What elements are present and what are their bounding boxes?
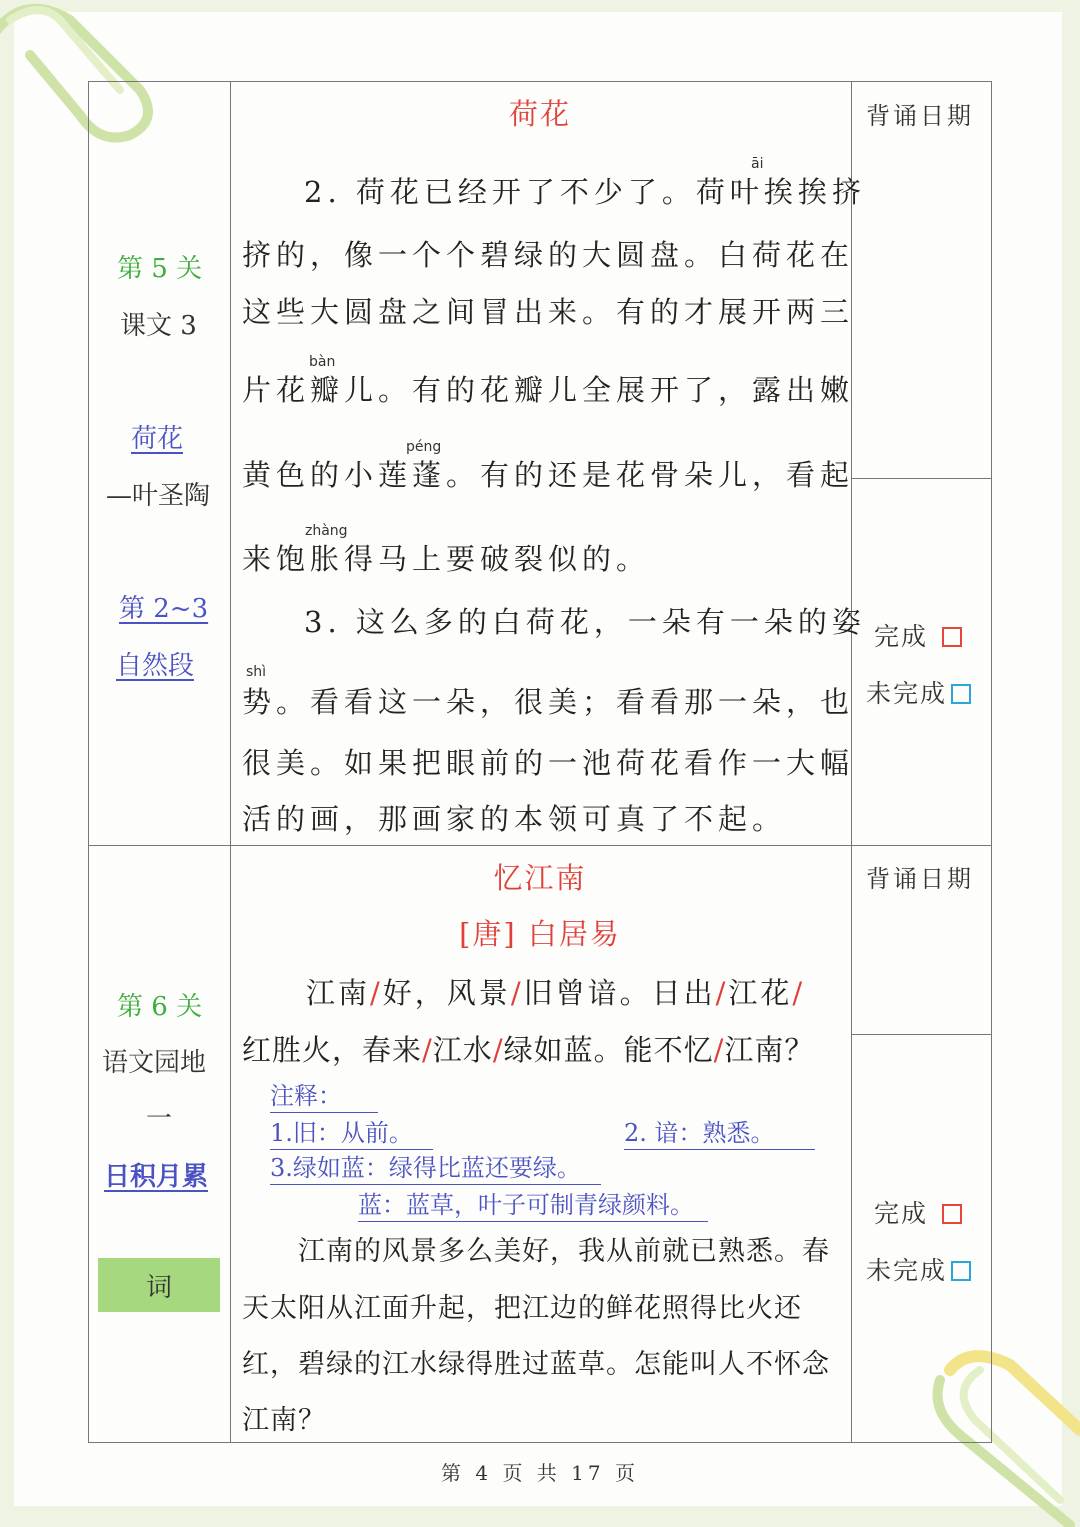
daily-accumulation-link[interactable]: 日积月累 [104,1162,209,1192]
lesson-number: 第 6 关 [117,992,203,1022]
note-1: 1.旧：从前。 [270,1113,433,1150]
text-title-link[interactable]: 荷花 [131,424,184,454]
recite-date-label: 背诵日期 [866,102,974,130]
pinyin-annotation: shì [246,664,267,680]
text-line: 这些大圆盘之间冒出来。有的才展开两三 [242,295,855,329]
notes-heading: 注释： [270,1076,378,1113]
text-title: 荷花 [508,97,571,131]
translation-line: 江南的风景多么美好，我从前就已熟悉。春 [298,1236,830,1267]
translation-line: 天太阳从江面升起，把江边的鲜花照得比火还 [242,1293,802,1324]
done-checkbox[interactable]: 完成 [874,617,962,653]
note-2: 2. 谙：熟悉。 [624,1113,815,1150]
pinyin-annotation: bàn [309,354,336,370]
undone-checkbox[interactable]: 未完成 [866,674,971,710]
poem-line-2: 红胜火，春来/江水/绿如蓝。能不忆/江南？ [242,1033,815,1067]
translation-line: 江南？ [242,1405,326,1436]
done-checkbox[interactable]: 完成 [874,1194,962,1230]
text-line: 2. 荷花已经开了不少了。荷叶挨挨挤 [304,175,866,209]
note-3: 3.绿如蓝：绿得比蓝还要绿。 [270,1148,601,1185]
lesson-number: 第 5 关 [117,254,203,284]
checkbox-red-icon[interactable] [942,627,962,647]
translation-line: 红，碧绿的江水绿得胜过蓝草。怎能叫人不怀念 [242,1349,830,1380]
pinyin-annotation: zhàng [305,523,348,539]
text-line: 势。看看这一朵，很美；看看那一朵，也 [242,685,855,719]
category-tag: 词 [98,1258,220,1312]
page-number: 第 4 页 共 17 页 [441,1461,639,1485]
pinyin-annotation: péng [406,439,442,455]
poem-author: [唐] 白居易 [459,917,621,951]
note-4: 蓝：蓝草，叶子可制青绿颜料。 [358,1185,708,1222]
recite-date-label: 背诵日期 [866,865,974,893]
text-line: 来饱胀得马上要破裂似的。 [242,542,651,576]
text-line: 黄色的小莲蓬。有的还是花骨朵儿，看起 [242,458,855,492]
author-label: —叶圣陶 [106,481,211,511]
poem-line-1: 江南/好，风景/旧曾谙。日出/江花/ [306,976,806,1010]
unit-number: 一 [146,1104,173,1134]
poem-title: 忆江南 [493,861,587,895]
text-line: 3. 这么多的白荷花，一朵有一朵的姿 [304,605,866,639]
checkbox-cyan-icon[interactable] [951,1261,971,1281]
checkbox-red-icon[interactable] [942,1204,962,1224]
pinyin-annotation: āi [751,156,764,172]
checkbox-cyan-icon[interactable] [951,684,971,704]
text-line: 很美。如果把眼前的一池荷花看作一大幅 [242,746,855,780]
paragraph-range-link[interactable]: 第 2~3 [119,594,209,624]
unit-label: 课文 3 [120,311,197,341]
text-line: 活的画，那画家的本领可真了不起。 [242,802,787,836]
unit-label: 语文园地 [102,1048,207,1078]
text-line: 挤的，像一个个碧绿的大圆盘。白荷花在 [242,238,855,272]
text-line: 片花瓣儿。有的花瓣儿全展开了，露出嫩 [242,373,855,407]
undone-checkbox[interactable]: 未完成 [866,1251,971,1287]
paragraph-range-link-2[interactable]: 自然段 [116,651,195,681]
